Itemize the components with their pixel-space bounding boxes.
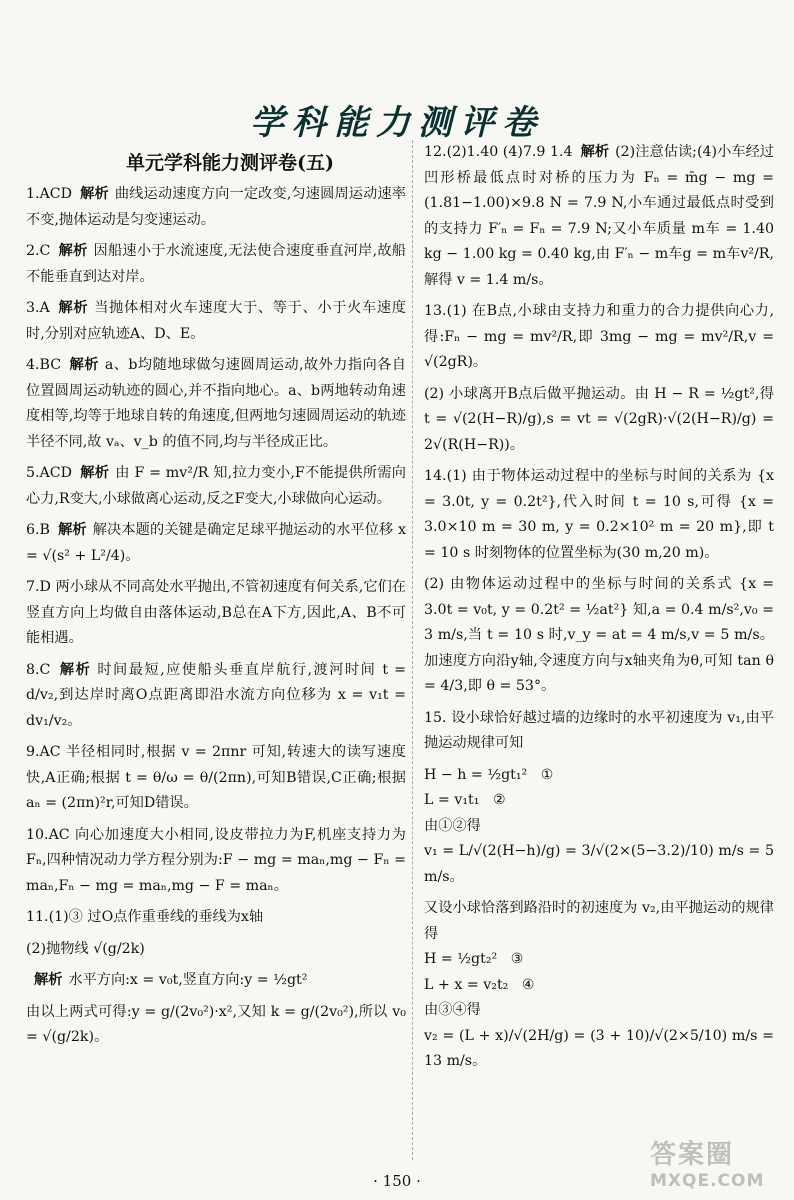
- answer-number: (2)抛物线: [26, 940, 89, 957]
- answer-text: 水平方向:x = v₀t,竖直方向:y = ½gt²: [68, 972, 308, 988]
- answer-number: 3.A: [26, 300, 50, 316]
- answer-item: [26, 823, 411, 900]
- answer-item: [26, 905, 406, 931]
- analysis-label: 解析: [80, 186, 109, 202]
- answer-text: 半径相同时,根据 v = 2πnr 可知,转速大的读写速度快,A正确;根据 t = θ/ω = θ/(2πn),可知B错误,C正确;根据 aₙ = (2πn)²r,可知D错误。: [26, 744, 411, 811]
- section-title: 单元学科能力测评卷(五): [126, 152, 334, 174]
- answer-text: v₂ = (L + x)/√(2H/g) = (3 + 10)/√(2×5/10) m/s = 13 m/s。: [424, 1027, 779, 1069]
- answer-item: [26, 937, 406, 963]
- watermark-cn: 答案圈: [650, 1140, 735, 1170]
- answer-item: [26, 353, 406, 455]
- analysis-label: 解析: [34, 972, 63, 988]
- answer-item: [424, 464, 779, 566]
- answer-number: 13.(1): [424, 303, 467, 319]
- answer-number: 14.(1): [424, 468, 467, 484]
- analysis-label: 解析: [580, 144, 610, 160]
- answer-text: 由①②得: [424, 817, 481, 834]
- answer-text: 曲线运动速度方向一定改变,匀速圆周运动速率不变,抛体运动是匀变速运动。: [26, 186, 406, 228]
- answer-number: 15.: [424, 709, 447, 726]
- answer-text: 因船速小于水流速度,无法使合速度垂直河岸,故船不能垂直到达对岸。: [26, 243, 406, 285]
- answer-text: H = ½gt₂² ③: [424, 951, 524, 967]
- answer-item: [26, 182, 406, 233]
- analysis-label: 解析: [80, 465, 110, 481]
- answer-item: [26, 740, 411, 817]
- answer-item: [26, 1000, 411, 1051]
- answer-text: 又设小球恰落到路沿时的初速度为 v₂,由平抛运动的规律得: [424, 900, 774, 942]
- answer-text: a、b均随地球做匀速圆周运动,故外力指向各自位置圆周运动轨迹的圆心,并不指向地心。a、b两地转动角速度相等,均等于地球自转的角速度,但两地匀速圆周运动的轨迹半径不同,故 vₐ、v_b 的值不同,均与半径成正比。: [26, 357, 406, 450]
- answer-number: 1.ACD: [26, 186, 73, 202]
- analysis-label: 解析: [58, 243, 88, 259]
- answer-text: H − h = ½gt₁² ①: [424, 766, 554, 783]
- answer-item: [424, 299, 779, 376]
- answer-item: [424, 706, 774, 757]
- answer-item: [26, 461, 406, 512]
- answer-text: L = v₁t₁ ②: [424, 792, 506, 808]
- answer-item: [424, 763, 779, 891]
- analysis-label: 解析: [57, 300, 89, 316]
- answer-item: [26, 518, 411, 569]
- answer-item: [424, 140, 779, 293]
- answer-number: 7.D: [26, 579, 51, 595]
- analysis-label: 解析: [69, 357, 99, 373]
- answer-number: 4.BC: [26, 357, 62, 373]
- answer-item: [424, 572, 779, 700]
- answer-number: 9.AC: [26, 744, 61, 760]
- answer-item: [26, 239, 406, 290]
- answer-text: 设小球恰好越过墙的边缘时的水平初速度为 v₁,由平抛运动规律可知: [424, 709, 774, 751]
- answer-text: √(g/2k): [93, 940, 145, 957]
- answer-text: 两小球从不同高处水平抛出,不管初速度有何关系,它们在竖直方向上均做自由落体运动,B总在A下方,因此,A、B不可能相遇。: [26, 579, 406, 646]
- answer-text: 当抛体相对火车速度大于、等于、小于火车速度时,分别对应轨迹A、D、E。: [26, 300, 406, 342]
- analysis-label: 解析: [57, 522, 87, 538]
- answer-number: 11.(1)③: [26, 909, 83, 925]
- answer-text: 向心加速度大小相同,设皮带拉力为F,机座支持力为Fₙ,四种情况动力学方程分别为:F − mg = maₙ,mg − Fₙ = maₙ,Fₙ − mg = maₙ,mg − F = maₙ。: [26, 826, 411, 894]
- answer-text: 时间最短,应使船头垂直岸航行,渡河时间 t = d/v₂,到达岸时离O点距离即沿水流方向位移为 x = v₁t = dv₁/v₂。: [26, 661, 411, 729]
- answer-item: [26, 968, 406, 994]
- answer-item: [424, 896, 779, 1075]
- answer-text: 解决本题的关键是确定足球平抛运动的水平位移 x = √(s² + L²/4)。: [26, 522, 411, 564]
- watermark-en: MXQE.COM: [650, 1171, 765, 1191]
- answer-text: 在B点,小球由支持力和重力的合力提供向心力,得:Fₙ − mg = mv²/R,即 3mg − mg = mv²/R,v = √(2gR)。: [424, 303, 779, 370]
- answer-item: [26, 658, 411, 735]
- answer-text: 由以上两式可得:y = g/(2v₀²)·x²,又知 k = g/(2v₀²),所以 v₀ = √(g/2k)。: [26, 1003, 411, 1045]
- answer-number: 12.(2)1.40 (4)7.9 1.4: [424, 144, 573, 160]
- answer-number: (2): [424, 385, 445, 402]
- answer-text: 由物体运动过程中的坐标与时间的关系式 {x = 3.0t = v₀t, y = 0.2t² = ½at²} 知,a = 0.4 m/s²,v₀ = 3 m/s,当 t = 10 s 时,v_y = at = 4 m/s,v = 5 m/s。加速度方向沿y轴,令速度方向与x轴夹角为θ,可知 tan θ = 4/3,即 θ = 53°。: [424, 576, 779, 694]
- answer-number: 8.C: [26, 661, 51, 678]
- answer-text: 过O点作重垂线的垂线为x轴: [87, 909, 264, 925]
- answer-text: 由③④得: [424, 1002, 481, 1018]
- column-divider: [412, 140, 413, 1160]
- answer-number: 10.AC: [26, 826, 70, 843]
- answer-text: 由 F = mv²/R 知,拉力变小,F不能提供所需向心力,R变大,小球做离心运动,反之F变大,小球做向心运动。: [26, 465, 406, 507]
- answer-text: 由于物体运动过程中的坐标与时间的关系为 {x = 3.0t, y = 0.2t²},代入时间 t = 10 s,可得 {x = 3.0×10 m = 30 m, y = 0.2×10² m = 20 m},即 t = 10 s 时刻物体的位置坐标为(30 m,20 m)。: [424, 468, 779, 561]
- answer-number: 2.C: [26, 243, 51, 259]
- answer-number: 6.B: [26, 522, 50, 538]
- right-column: [424, 140, 779, 1081]
- page-number: · 150 ·: [373, 1172, 421, 1190]
- analysis-label: 解析: [58, 661, 92, 678]
- answer-item: [26, 296, 406, 347]
- answer-text: v₁ = L/√(2(H−h)/g) = 3/√(2×(5−3.2)/10) m/s = 5 m/s。: [424, 843, 779, 885]
- answer-text: 小球离开B点后做平抛运动。由 H − R = ½gt²,得 t = √(2(H−R)/g),s = vt = √(2gR)·√(2(H−R)/g) = 2√(R(H−R))。: [424, 385, 779, 453]
- page-title: 学科能力测评卷: [250, 103, 544, 143]
- answer-text: L + x = v₂t₂ ④: [424, 976, 535, 993]
- left-column: [26, 182, 411, 1057]
- watermark-logo: [650, 1134, 780, 1194]
- answer-text: (2)注意估读;(4)小车经过凹形桥最低点时对桥的压力为 Fₙ = m̄g − mg = (1.81−1.00)×9.8 N = 7.9 N,小车通过最低点时受到的支持力 F′ₙ = Fₙ = 7.9 N;又小车质量 m车 = 1.40 kg − 1.00 kg = 0.40 kg,由 F′ₙ − m车g = m车v²/R,解得 v = 1.4 m/s。: [424, 144, 779, 288]
- answer-number: (2): [424, 576, 445, 592]
- answer-item: [26, 575, 406, 652]
- answer-number: 5.ACD: [26, 465, 73, 481]
- answer-item: [424, 382, 779, 459]
